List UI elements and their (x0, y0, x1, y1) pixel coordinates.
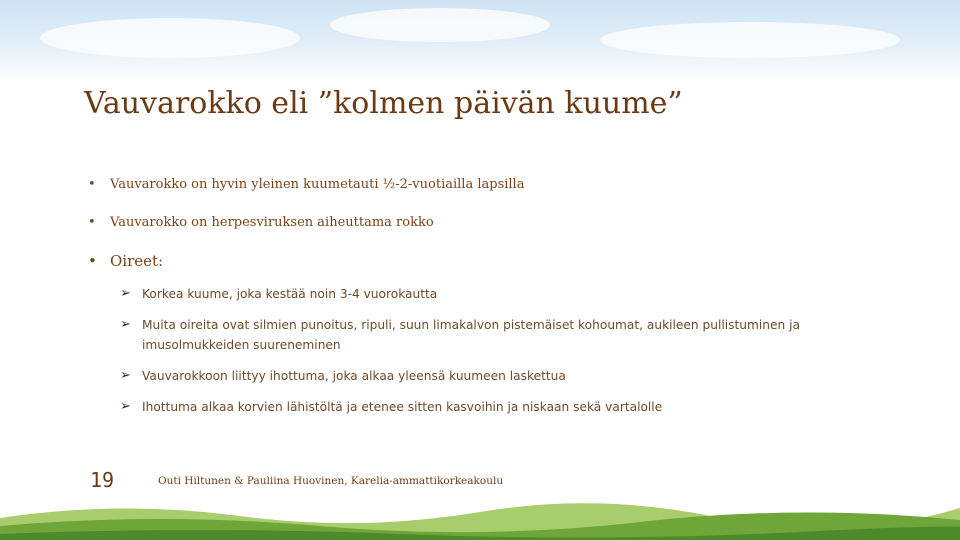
arrow-bullet-icon: ➢ (120, 317, 131, 332)
symptom-text: Muita oireita ovat silmien punoitus, ripuli, suun limakalvon pistemäiset kohoumat, aukileen pullistuminen ja imusolmukkeiden suureneminen (142, 318, 800, 352)
bullet-item: • Vauvarokko on herpesviruksen aiheuttama rokko (84, 214, 884, 232)
sky-background (0, 0, 960, 80)
grass-illustration (0, 496, 960, 540)
symptom-text: Vauvarokkoon liittyy ihottuma, joka alkaa yleensä kuumeen laskettua (142, 369, 566, 383)
symptom-list (84, 284, 884, 417)
author-credit: Outi Hiltunen & Pauliina Huovinen, Karelia-ammattikorkeakoulu (158, 475, 504, 487)
symptom-item (84, 397, 884, 417)
bullet-item: • Vauvarokko on hyvin yleinen kuumetauti ½-2-vuotiailla lapsilla (84, 176, 884, 194)
arrow-bullet-icon: ➢ (120, 368, 131, 383)
symptom-item (84, 284, 884, 304)
symptom-text: Korkea kuume, joka kestää noin 3-4 vuorokautta (142, 287, 438, 301)
bullet-label: Oireet: (110, 252, 164, 270)
slide-footer (0, 468, 960, 492)
bullet-item (84, 252, 884, 417)
bullet-list (84, 176, 884, 431)
grass-background (0, 496, 960, 540)
arrow-bullet-icon: ➢ (120, 286, 131, 301)
symptom-text: Ihottuma alkaa korvien lähistöltä ja etenee sitten kasvoihin ja niskaan sekä vartalolle (142, 400, 663, 414)
arrow-bullet-icon: ➢ (120, 399, 131, 414)
symptom-item (84, 366, 884, 386)
page-number: 19 (90, 468, 115, 492)
symptom-item (84, 315, 884, 355)
slide-title: Vauvarokko eli ”kolmen päivän kuume” (84, 86, 683, 121)
